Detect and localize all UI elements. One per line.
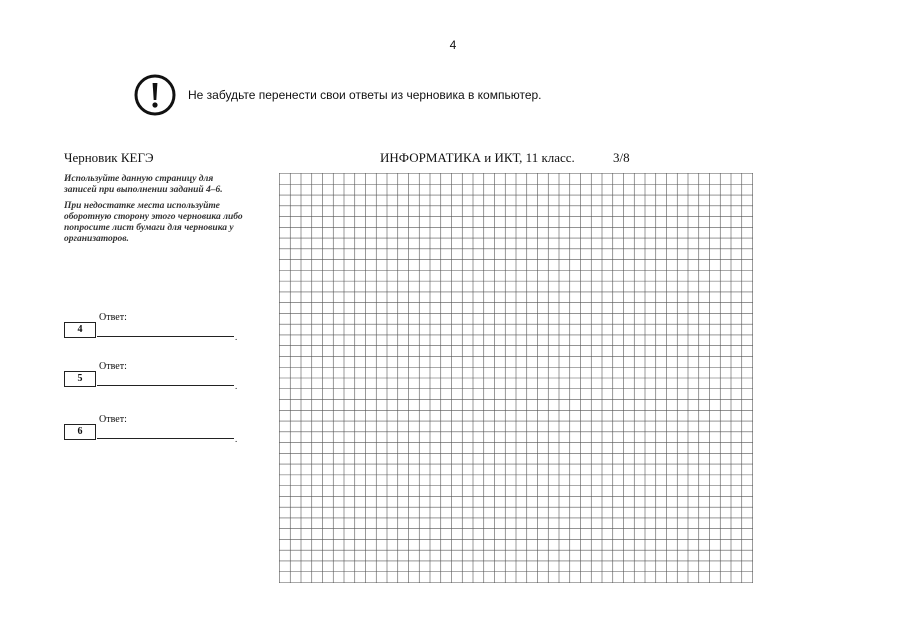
answer-block-task-5 [64, 361, 244, 391]
exclamation-circle-icon [133, 73, 177, 117]
answer-label: Ответ: [99, 414, 127, 425]
answer-end-dot: . [235, 381, 238, 391]
instruction-paragraph: Используйте данную страницу для записей при выполнении заданий 4–6. [64, 174, 223, 195]
warning-text: Не забудьте перенести свои ответы из черновика в компьютер. [188, 88, 542, 102]
answer-end-dot: . [235, 434, 238, 444]
answer-field[interactable] [97, 385, 234, 386]
task-number-box: 4 [64, 322, 96, 338]
instructions [64, 174, 244, 250]
answer-field[interactable] [97, 438, 234, 439]
answer-label: Ответ: [99, 361, 127, 372]
answer-block-task-6 [64, 414, 244, 444]
draft-title: Черновик КЕГЭ [64, 150, 154, 165]
draft-grid[interactable] [279, 173, 753, 583]
task-number-box: 6 [64, 424, 96, 440]
header-subject: ИНФОРМАТИКА и ИКТ, 11 класс. [380, 150, 575, 165]
task-number-box: 5 [64, 371, 96, 387]
answer-end-dot: . [235, 332, 238, 342]
header-page-label: 3/8 [613, 150, 630, 165]
answer-label: Ответ: [99, 312, 127, 323]
page-number: 4 [449, 38, 457, 52]
instruction-paragraph: При недостатке места используйте оборотную сторону этого черновика либо попросите лист бумаги для черновика у организаторов. [64, 201, 243, 244]
answer-field[interactable] [97, 336, 234, 337]
answer-block-task-4 [64, 312, 244, 342]
